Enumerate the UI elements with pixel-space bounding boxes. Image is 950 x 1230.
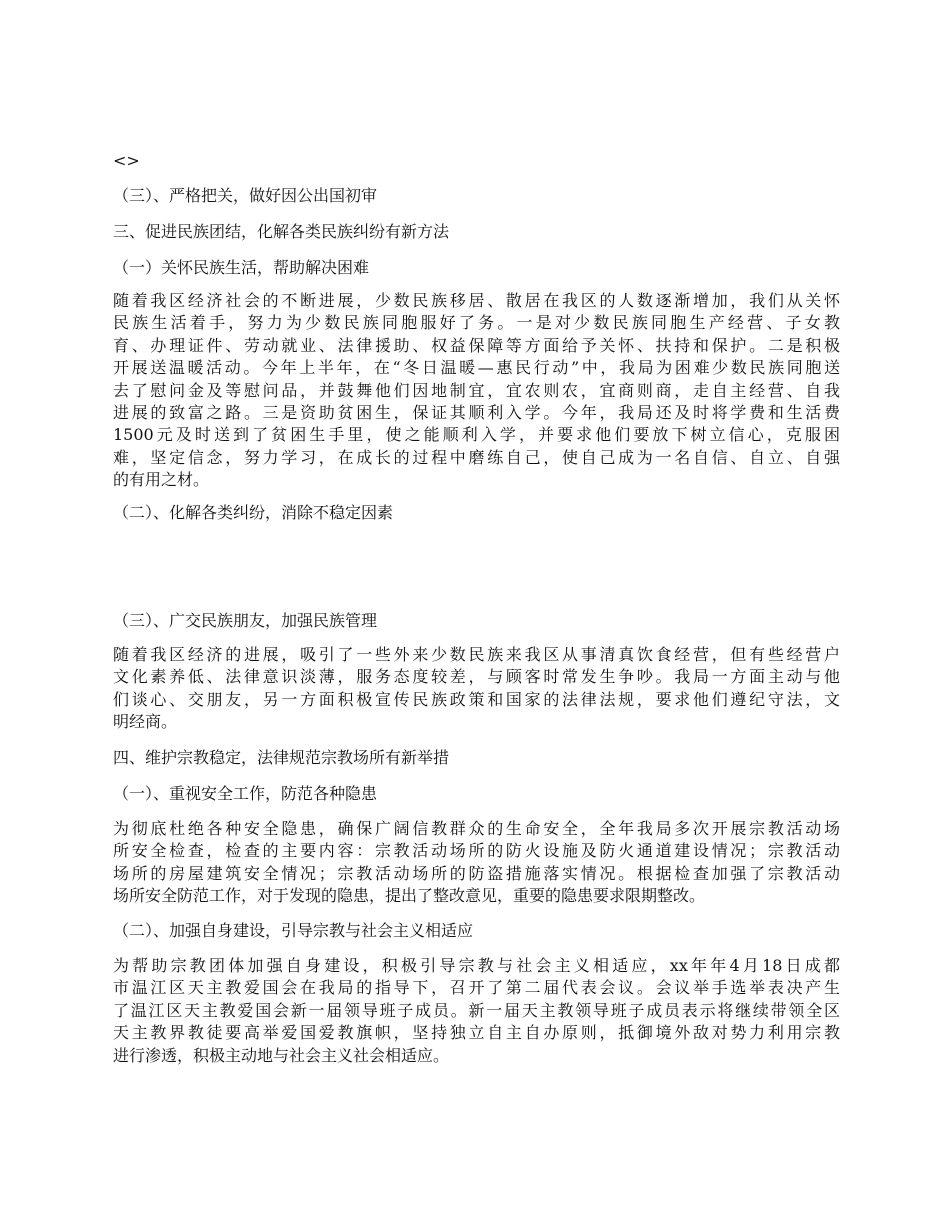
paragraph-line: 场所的房屋建筑安全情况；宗教活动场所的防盗措施落实情况。根据检查加强了宗教活动 — [113, 863, 840, 883]
paragraph-line: 为彻底杜绝各种安全隐患，确保广阔信教群众的生命安全，全年我局多次开展宗教活动场 — [113, 819, 840, 838]
paragraph-line: 进行渗透，积极主动地与社会主义社会相适应。 — [113, 1045, 450, 1065]
paragraph-line: 的有用之材。 — [113, 470, 210, 490]
subheading-care-ethnic-life: （一）关怀民族生活，帮助解决困难 — [113, 258, 370, 277]
paragraph-line: 场所安全防范工作，对于发现的隐患，提出了整改意见，重要的隐患要求限期整改。 — [113, 886, 706, 906]
paragraph-safety-work — [113, 818, 840, 908]
paragraph-line: 进展的致富之路。三是资助贫困生，保证其顺利入学。今年，我局还及时将学费和生活费 — [113, 403, 840, 423]
subheading-ethnic-friends: （三）、广交民族朋友，加强民族管理 — [113, 611, 378, 630]
subheading-self-construction: （二）、加强自身建设，引导宗教与社会主义相适应 — [113, 921, 474, 940]
paragraph-line: 1500元及时送到了贫困生手里，使之能顺利入学，并要求他们要放下树立信心，克服困 — [113, 425, 840, 445]
paragraph-line: 民族生活着手，努力为少数民族同胞服好了务。一是对少数民族同胞生产经营、子女教 — [113, 313, 840, 333]
section-heading-ethnic-unity: 三、促进民族团结，化解各类民族纠纷有新方法 — [113, 222, 450, 241]
paragraph-line: 育、办理证件、劳动就业、法律援助、权益保障等方面给予关怀、扶持和保护。二是积极 — [113, 335, 840, 355]
paragraph-line: 们谈心、交朋友，另一方面积极宣传民族政策和国家的法律法规，要求他们遵纪守法，文 — [113, 689, 840, 709]
paragraph-line: 明经商。 — [113, 712, 178, 732]
paragraph-line: 随着我区经济社会的不断进展，少数民族移居、散居在我区的人数逐渐增加，我们从关怀 — [113, 291, 840, 310]
subheading-resolve-disputes: （二）、化解各类纠纷，消除不稳定因素 — [113, 503, 394, 522]
document-marker: <> — [113, 151, 140, 170]
paragraph-line: 为帮助宗教团体加强自身建设，积极引导宗教与社会主义相适应，xx年年4月18日成都 — [113, 956, 840, 975]
paragraph-self-construction — [113, 955, 840, 1067]
paragraph-line: 市温江区天主教爱国会在我局的指导下，召开了第二届代表会议。会议举手选举表决产生 — [113, 978, 840, 998]
paragraph-line: 随着我区经济的进展，吸引了一些外来少数民族来我区从事清真饮食经营，但有些经营户 — [113, 645, 840, 664]
paragraph-line: 开展送温暖活动。今年上半年，在“冬日温暖—惠民行动”中，我局为困难少数民族同胞送 — [113, 358, 840, 378]
subheading-strict-review: （三）、严格把关，做好因公出国初审 — [113, 186, 378, 205]
paragraph-care-ethnic-life — [113, 290, 840, 492]
paragraph-ethnic-friends — [113, 644, 840, 734]
paragraph-line: 文化素养低、法律意识淡薄，服务态度较差，与顾客时常发生争吵。我局一方面主动与他 — [113, 667, 840, 687]
paragraph-line: 去了慰问金及等慰问品，并鼓舞他们因地制宜，宜农则农，宜商则商，走自主经营、自我 — [113, 380, 840, 400]
section-heading-religious-stability: 四、维护宗教稳定，法律规范宗教场所有新举措 — [113, 748, 450, 767]
paragraph-line: 了温江区天主教爱国会新一届领导班子成员。新一届天主教领导班子成员表示将继续带领全区 — [113, 1000, 840, 1020]
paragraph-line: 难，坚定信念，努力学习，在成长的过程中磨练自己，使自己成为一名自信、自立、自强 — [113, 447, 840, 467]
subheading-safety-work: （一）、重视安全工作，防范各种隐患 — [113, 784, 378, 803]
paragraph-line: 所安全检查，检查的主要内容：宗教活动场所的防火设施及防火通道建设情况；宗教活动 — [113, 841, 840, 861]
paragraph-line: 天主教界教徒要高举爱国爱教旗帜，坚持独立自主自办原则，抵御境外敌对势力利用宗教 — [113, 1023, 840, 1043]
